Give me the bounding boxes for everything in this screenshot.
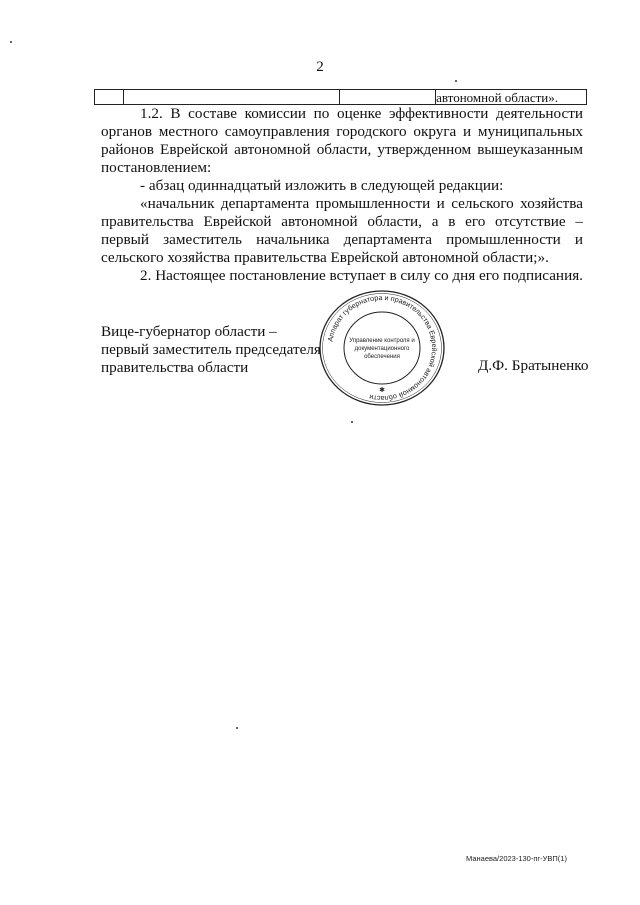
signatory-title-line: первый заместитель председателя	[101, 341, 321, 358]
signatory-title-line: правительства области	[101, 359, 249, 376]
official-seal	[318, 289, 446, 407]
signatory-name: Д.Ф. Братыненко	[478, 357, 589, 374]
paragraph-2: 2. Настоящее постановление вступает в силу со дня его подписания.	[140, 267, 583, 284]
seal-inner-line: обеспечения	[364, 354, 400, 360]
scan-speck	[10, 41, 12, 43]
scan-speck	[236, 727, 238, 729]
table-column-divider	[123, 90, 124, 104]
paragraph-abzac: - абзац одиннадцатый изложить в следующей редакции:	[140, 177, 504, 194]
paragraph-quote: «начальник департамента промышленности и сельского хозяйства правительства Еврейской автономной области, а в его отсутствие – первый заместитель начальника департамента промышленности и сельского хозяйства правительства Еврейской автономной области;».	[101, 195, 583, 266]
seal-star-icon: ✱	[379, 387, 385, 394]
table-cell-text: автономной области».	[436, 90, 558, 105]
seal-outer-text: Аппарат губернатора и правительства Еврейской автономной области	[325, 292, 440, 404]
table-fragment	[94, 89, 587, 105]
paragraph-1-2: 1.2. В составе комиссии по оценке эффективности деятельности органов местного самоуправления городского округа и муниципальных районов Еврейской автономной области, утвержденном вышеуказанным постановлением:	[101, 105, 583, 176]
footer-code: Манаева/2023-130-пг-УВП(1)	[466, 854, 567, 863]
table-column-divider	[339, 90, 340, 104]
scan-speck	[455, 80, 457, 82]
page-number: 2	[316, 59, 324, 75]
signatory-title-line: Вице-губернатор области –	[101, 323, 277, 340]
seal-inner-line: документационного	[354, 346, 410, 352]
seal-inner-line: Управление контроля и	[349, 338, 415, 344]
scan-speck	[351, 421, 353, 423]
signatory-title	[101, 323, 321, 377]
document-body	[101, 105, 583, 285]
